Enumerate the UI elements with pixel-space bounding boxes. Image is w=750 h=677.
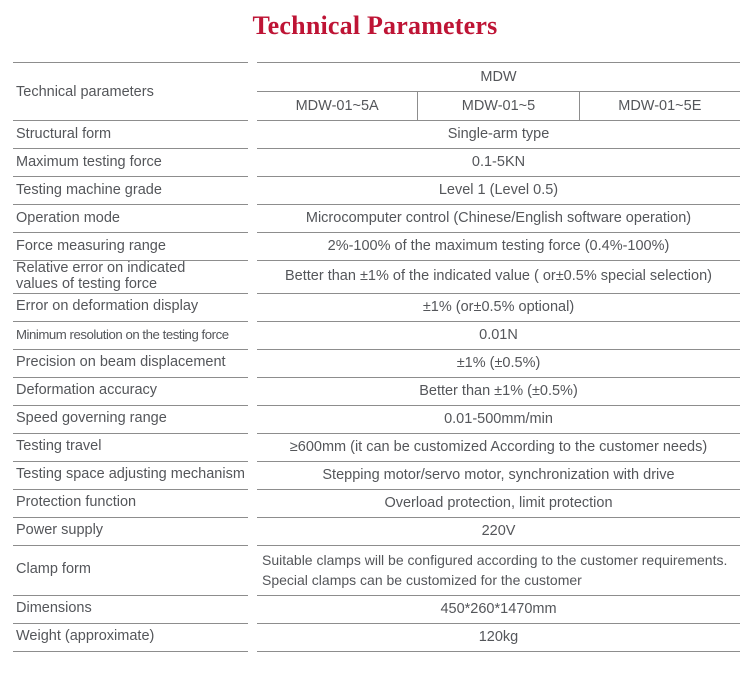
row-label-line: Speed governing range: [16, 410, 167, 427]
row-label-line: Relative error on indicated: [16, 260, 186, 276]
row-value-line: Special clamps can be customized for the customer: [262, 572, 582, 589]
row-value: [257, 434, 740, 462]
row-value: [257, 490, 740, 518]
table-row: [13, 177, 740, 205]
row-value: [257, 624, 740, 652]
row-value-line: Better than ±1% (±0.5%): [419, 382, 578, 399]
row-value: [257, 546, 740, 596]
row-value-line: 220V: [481, 522, 516, 539]
table-row: [13, 434, 740, 462]
row-value: [257, 261, 740, 294]
row-value-line: Microcomputer control (Chinese/English software operation): [305, 209, 692, 226]
row-value-line: Single-arm type: [447, 125, 550, 142]
header-models-row: [257, 91, 740, 121]
row-label: [13, 121, 248, 149]
row-label-line: Force measuring range: [16, 237, 166, 254]
header-model-group: [257, 62, 740, 121]
row-label-line: Precision on beam displacement: [16, 354, 226, 371]
row-value-line: Better than ±1% of the indicated value ( or±0.5% special selection): [285, 268, 712, 285]
row-label: [13, 149, 248, 177]
header-model-1: MDW-01~5A: [295, 98, 379, 114]
row-label-line: Maximum testing force: [16, 153, 162, 170]
table-row: [13, 322, 740, 350]
table-row: [13, 378, 740, 406]
row-label: [13, 546, 248, 596]
row-value-line: Suitable clamps will be configured according to the customer requirements.: [262, 552, 728, 569]
row-value-line: Overload protection, limit protection: [384, 494, 613, 511]
header-group-name: MDW: [480, 69, 517, 85]
row-label: [13, 596, 248, 624]
table-row: [13, 624, 740, 652]
row-label: [13, 462, 248, 490]
row-value: [257, 462, 740, 490]
header-label: Technical parameters: [13, 62, 248, 121]
table-header-row: [13, 62, 740, 121]
parameters-table: [13, 62, 740, 652]
row-value: [257, 205, 740, 233]
header-model-2: MDW-01~5: [417, 92, 578, 120]
table-row: [13, 462, 740, 490]
table-row: [13, 596, 740, 624]
table-row: [13, 149, 740, 177]
row-label-line: Structural form: [16, 125, 112, 142]
row-value: [257, 233, 740, 261]
table-row: [13, 546, 740, 596]
table-row: [13, 350, 740, 378]
row-value: [257, 322, 740, 350]
row-label-line: Weight (approximate): [16, 628, 155, 645]
row-value: [257, 378, 740, 406]
row-label: [13, 378, 248, 406]
row-label-line: Minimum resolution on the testing force: [16, 327, 229, 343]
row-label-line: Deformation accuracy: [16, 382, 158, 399]
row-label: [13, 518, 248, 546]
table-row: [13, 518, 740, 546]
row-label: [13, 350, 248, 378]
row-label: [13, 205, 248, 233]
table-row: [13, 205, 740, 233]
row-value-line: ±1% (±0.5%): [456, 354, 541, 371]
table-row: [13, 121, 740, 149]
table-row: [13, 294, 740, 322]
row-label-line: values of testing force: [16, 275, 158, 292]
row-value-line: 0.01N: [479, 326, 518, 343]
row-label-line: Clamp form: [16, 561, 91, 578]
row-value: [257, 406, 740, 434]
row-value-line: 450*260*1470mm: [440, 600, 557, 617]
row-value-line: 0.01-500mm/min: [444, 410, 553, 427]
row-label-line: Testing machine grade: [16, 181, 162, 198]
row-label-line: Dimensions: [16, 600, 92, 617]
row-value: [257, 149, 740, 177]
page-title: Technical Parameters: [252, 11, 498, 40]
row-label: [13, 624, 248, 652]
table-row: [13, 233, 740, 261]
row-label: [13, 322, 248, 350]
header-model-3: MDW-01~5E: [579, 92, 740, 120]
row-label: [13, 406, 248, 434]
row-label-line: Testing space adjusting mechanism: [16, 466, 245, 483]
row-label-line: Operation mode: [16, 209, 120, 226]
row-label: [13, 177, 248, 205]
row-value-line: Stepping motor/servo motor, synchronization with drive: [322, 466, 675, 483]
row-value-line: ≥600mm (it can be customized According to the customer needs): [289, 438, 708, 455]
table-row: [13, 490, 740, 518]
row-label-line: Power supply: [16, 522, 104, 539]
row-label: [13, 261, 248, 294]
row-label: [13, 294, 248, 322]
row-label-line: Protection function: [16, 494, 137, 511]
row-value-line: 2%-100% of the maximum testing force (0.4%-100%): [327, 237, 670, 254]
row-value: [257, 294, 740, 322]
row-value: [257, 596, 740, 624]
row-value: [257, 121, 740, 149]
row-value: [257, 518, 740, 546]
row-value-line: 0.1-5KN: [471, 153, 526, 170]
row-label: [13, 434, 248, 462]
table-row: [13, 261, 740, 294]
row-label-line: Testing travel: [16, 438, 102, 455]
table-row: [13, 406, 740, 434]
row-value: [257, 177, 740, 205]
row-value-line: ±1% (or±0.5% optional): [422, 298, 575, 315]
row-value-line: 120kg: [478, 628, 519, 645]
row-value: [257, 350, 740, 378]
table-body: [13, 121, 740, 652]
row-value-line: Level 1 (Level 0.5): [438, 181, 559, 198]
row-label-line: Error on deformation display: [16, 298, 199, 315]
row-label: [13, 490, 248, 518]
row-label: [13, 233, 248, 261]
